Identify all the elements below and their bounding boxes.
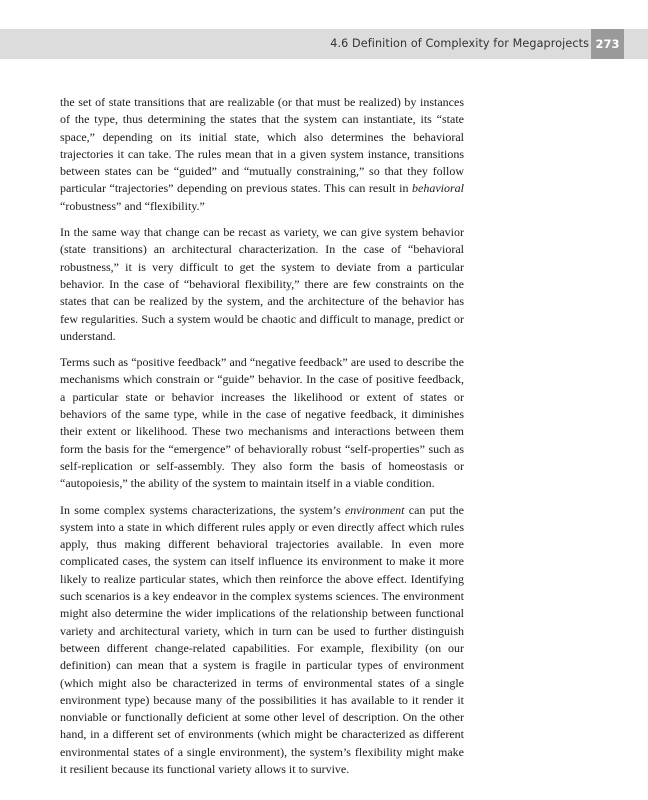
emphasis-environment: environment bbox=[344, 502, 405, 517]
paragraph-text: the set of state transitions that are realizable (or that must be realized) by instances of the type, thus determining the states that the system can instantiate, its “state space,” depending on its initial state, which also determines the behavioral trajectories it can take. The rules mean that in a given system instance, transitions between states can be “guided” and “mutually constraining,” so that they follow particular “trajectories” depending on previous states. This can result in bbox=[60, 95, 464, 196]
running-head bbox=[0, 29, 648, 59]
paragraph-environment bbox=[60, 502, 464, 779]
paragraph-state-transitions bbox=[60, 94, 464, 215]
paragraph-feedback: Terms such as “positive feedback” and “negative feedback” are used to describe the mechanisms which constrain or “guide” behavior. In the case of positive feedback, a particular state or behavior increases the likelihood or extent of states or behaviors of the same type, while in the case of negative feedback, it diminishes their extent or likelihood. These two mechanisms and interactions between them form the basis for the “emergence” of behaviorally robust “self-properties” such as self-replication or self-assembly. They also form the basis of homeostasis or “autopoiesis,” the ability of the system to maintain itself in a viable condition. bbox=[60, 355, 464, 491]
section-title: 4.6 Definition of Complexity for Megaprojects bbox=[330, 37, 589, 50]
paragraph-text: In some complex systems characterizations, the system’s bbox=[60, 502, 345, 517]
emphasis-behavioral: behavioral bbox=[412, 181, 464, 196]
paragraph-text: can put the system into a state in which different rules apply or even directly affect which rules apply, thus making different behavioral trajectories available. In even more complicated cases, the system can itself influence its environment to make it more likely to realize particular states, which then reinforce the above effect. Identifying such scenarios is a key endeavor in the complex systems sciences. The environment might also determine the wider implications of the relationship between functional variety and architectural variety, which in turn can be used to further distinguish between different change-related capabilities. For example, flexibility (on our definition) can mean that a system is fragile in particular types of environment (which might also be characterized in terms of environmental states of a single environment type) because many of the possibilities it has available to it render it nonviable or functionally deficient at some other level of description. On the other hand, in a different set of environments (which might be characterized as different environmental states of a single environment), the system’s flexibility might make it resilient because its functional variety allows it to survive. bbox=[60, 502, 464, 776]
paragraph-text: “robustness” and “flexibility.” bbox=[60, 198, 205, 213]
body-text bbox=[60, 94, 464, 787]
paragraph-architectural-characterization: In the same way that change can be recast as variety, we can give system behavior (state transitions) an architectural characterization. In the case of “behavioral robustness,” it is very difficult to get the system to deviate from a particular behavior. In the case of “behavioral flexibility,” there are few constraints on the states that can be realized by the system, and the architecture of the behavior has few regularities. Such a system would be chaotic and difficult to manage, predict or understand. bbox=[60, 225, 464, 343]
page-number: 273 bbox=[591, 29, 624, 59]
